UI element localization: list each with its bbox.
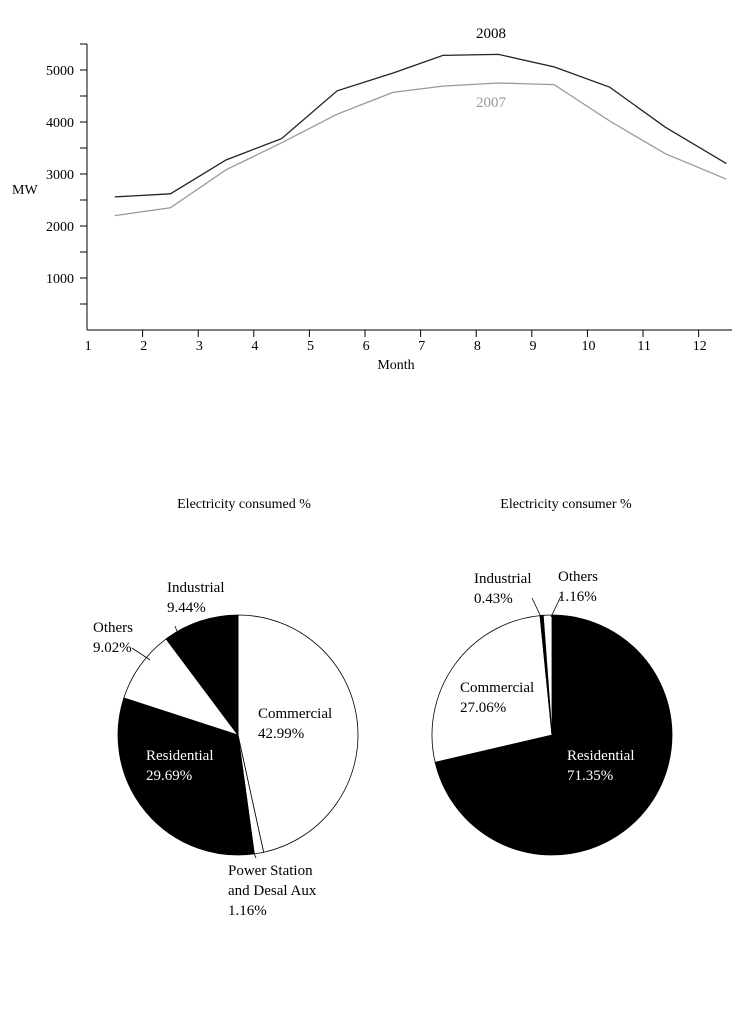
pie1-value-residential: 29.69%: [146, 768, 193, 784]
x-axis-label: Month: [377, 358, 415, 373]
leader-industrial-2: [532, 598, 541, 617]
x-tick-label: 8: [473, 339, 481, 354]
x-tick-label: 12: [692, 339, 707, 354]
pie2-value-others: 1.16%: [558, 589, 597, 605]
pie1-label-industrial: Industrial: [167, 580, 225, 596]
x-tick-label: 7: [418, 339, 426, 354]
pie1-label-power-1: Power Station: [228, 863, 313, 879]
series-label-2007: 2007: [476, 95, 506, 111]
pie2-slices: [432, 615, 672, 855]
y-tick-label: 3000: [46, 168, 74, 183]
pie2-label-commercial: Commercial: [460, 680, 535, 696]
series-label-2008: 2008: [476, 26, 506, 42]
pie2-label-residential: Residential: [567, 748, 635, 764]
line-chart: [12, 26, 732, 373]
series-line-2008: [115, 54, 727, 197]
x-ticks: [85, 330, 707, 354]
y-tick-label: 2000: [46, 220, 74, 235]
pie1-value-industrial: 9.44%: [167, 600, 206, 616]
x-tick-label: 1: [84, 339, 92, 354]
pie2-value-industrial: 0.43%: [474, 591, 513, 607]
pie1-label-others: Others: [93, 620, 133, 636]
x-tick-label: 5: [307, 339, 315, 354]
pie2-title: Electricity consumer %: [500, 497, 632, 512]
y-tick-label: 1000: [46, 272, 74, 287]
x-tick-label: 6: [362, 339, 370, 354]
pie2-label-industrial: Industrial: [474, 571, 532, 587]
x-tick-label: 10: [581, 339, 596, 354]
y-tick-label: 4000: [46, 116, 74, 131]
pie1-slices: [118, 615, 358, 855]
pie1-value-others: 9.02%: [93, 640, 132, 656]
leader-others: [132, 648, 150, 660]
x-tick-label: 2: [140, 339, 148, 354]
pie1-label-residential: Residential: [146, 748, 214, 764]
y-ticks: [46, 44, 87, 304]
x-tick-label: 11: [637, 339, 651, 354]
pie1-value-commercial: 42.99%: [258, 726, 305, 742]
x-tick-label: 3: [195, 339, 203, 354]
pie2-value-residential: 71.35%: [567, 768, 614, 784]
pie1-label-power-2: and Desal Aux: [228, 883, 317, 899]
y-tick-label: 5000: [46, 64, 74, 79]
pie1-value-power: 1.16%: [228, 903, 267, 919]
series-lines: [115, 54, 727, 215]
series-line-2007: [115, 83, 727, 216]
pie-chart-consumed: [93, 497, 358, 919]
x-tick-label: 4: [251, 339, 259, 354]
pie1-title: Electricity consumed %: [177, 497, 311, 512]
pie2-label-others: Others: [558, 569, 598, 585]
pie-chart-consumer: [432, 497, 672, 855]
pie1-label-commercial: Commercial: [258, 706, 333, 722]
y-axis-label: MW: [12, 183, 38, 198]
pie2-value-commercial: 27.06%: [460, 700, 507, 716]
x-tick-label: 9: [529, 339, 537, 354]
